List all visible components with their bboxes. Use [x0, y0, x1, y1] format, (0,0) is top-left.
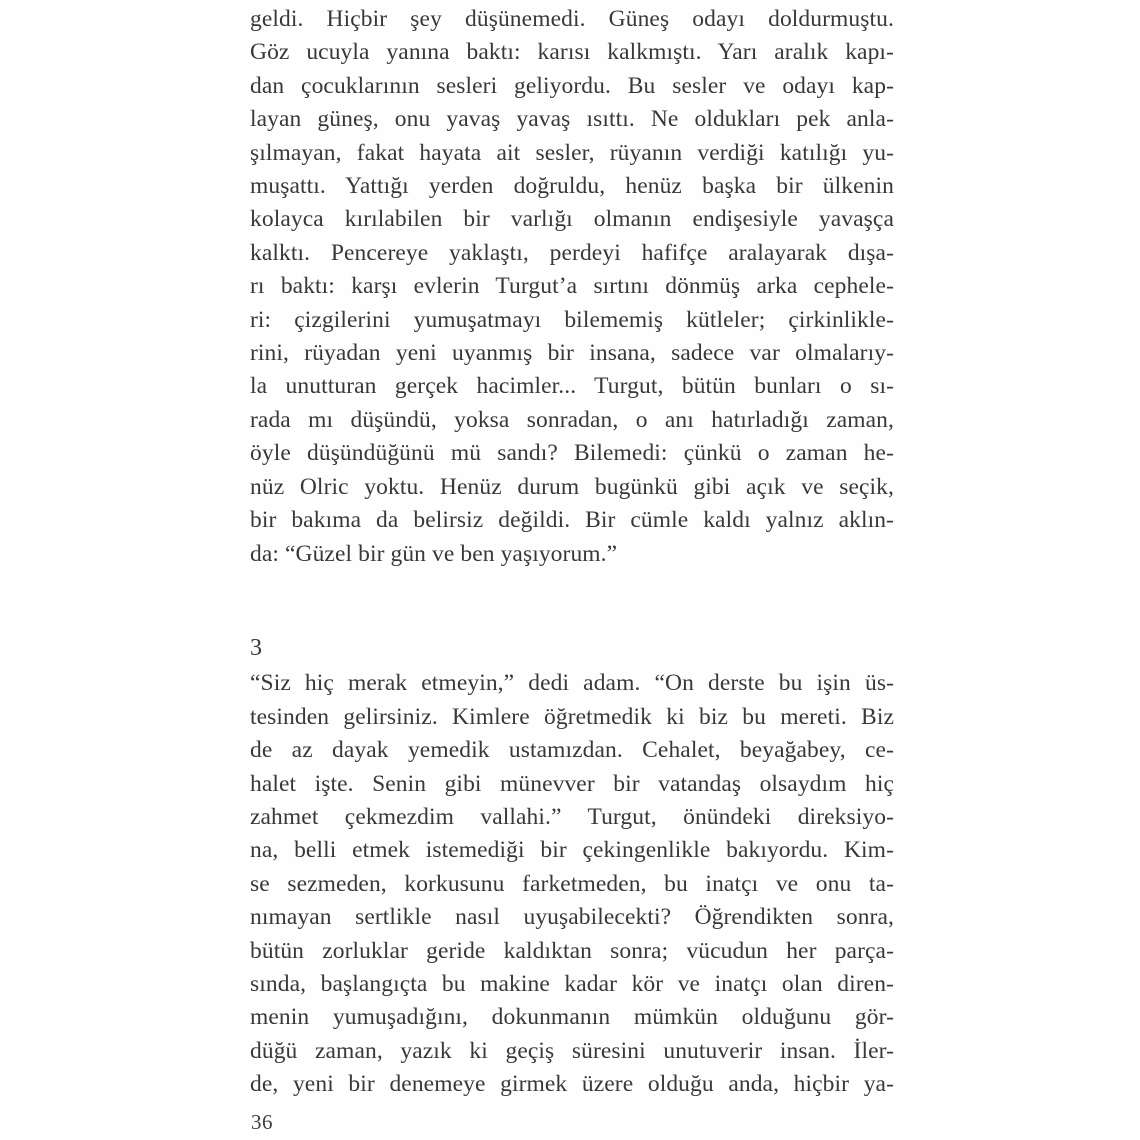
text-line: rini, rüyadan yeni uyanmış bir insana, sadece var olmalarıy- [250, 340, 894, 367]
text-line: de, yeni bir denemeye girmek üzere olduğu anda, hiçbir ya- [250, 1071, 894, 1098]
text-line: la unutturan gerçek hacimler... Turgut, bütün bunları o sı- [250, 373, 894, 400]
paragraph-continued [250, 3, 894, 571]
text-line: öyle düşündüğünü mü sandı? Bilemedi: çünkü o zaman he- [250, 440, 894, 467]
text-line: kolayca kırılabilen bir varlığı olmanın endişesiyle yavaşça [250, 206, 894, 233]
text-line: menin yumuşadığını, dokunmanın mümkün olduğunu gör- [250, 1004, 894, 1031]
text-line: halet işte. Senin gibi münevver bir vatandaş olsaydım hiç [250, 770, 894, 797]
text-line: rada mı düşündü, yoksa sonradan, o anı hatırladığı zaman, [250, 406, 894, 433]
text-line: da: “Güzel bir gün ve ben yaşıyorum.” [250, 540, 618, 567]
text-line: rı baktı: karşı evlerin Turgut’a sırtını dönmüş arka cephele- [250, 273, 894, 300]
page-text-column [250, 3, 894, 1102]
text-line: se sezmeden, korkusunu farketmeden, bu inatçı ve onu ta- [250, 870, 894, 897]
text-line: na, belli etmek istemediği bir çekingenlikle bakıyordu. Kim- [250, 837, 894, 864]
text-line: layan güneş, onu yavaş yavaş ısıttı. Ne oldukları pek anla- [250, 106, 894, 133]
text-line: ri: çizgilerini yumuşatmayı bilememiş kütleler; çirkinlikle- [250, 306, 894, 333]
section-heading: 3 [250, 634, 262, 661]
text-line: geldi. Hiçbir şey düşünemedi. Güneş odayı doldurmuştu. [250, 6, 894, 32]
text-line: de az dayak yemedik ustamızdan. Cehalet, beyağabey, ce- [250, 737, 894, 764]
text-line: sında, başlangıçta bu makine kadar kör ve inatçı olan diren- [250, 970, 894, 997]
text-line: bir bakıma da belirsiz değildi. Bir cümle kaldı yalnız aklın- [250, 507, 894, 534]
text-line: düğü zaman, yazık ki geçiş süresini unutuverir insan. İler- [250, 1037, 894, 1064]
text-line: “Siz hiç merak etmeyin,” dedi adam. “On derste bu işin üs- [250, 670, 894, 697]
section-paragraph [250, 667, 894, 1101]
text-line: dan çocuklarının sesleri geliyordu. Bu sesler ve odayı kap- [250, 72, 894, 99]
page-number: 36 [251, 1110, 273, 1134]
text-line: kalktı. Pencereye yaklaştı, perdeyi hafifçe aralayarak dışa- [250, 239, 894, 266]
text-line: nımayan sertlikle nasıl uyuşabilecekti? Öğrendikten sonra, [250, 904, 894, 931]
text-line: nüz Olric yoktu. Henüz durum bugünkü gibi açık ve seçik, [250, 473, 894, 500]
text-line: Göz ucuyla yanına baktı: karısı kalkmıştı. Yarı aralık kapı- [250, 39, 894, 66]
text-line: şılmayan, fakat hayata ait sesler, rüyanın verdiği katılığı yu- [250, 139, 894, 166]
text-line: zahmet çekmezdim vallahi.” Turgut, önündeki direksiyo- [250, 803, 894, 830]
text-line: bütün zorluklar geride kaldıktan sonra; vücudun her parça- [250, 937, 894, 964]
text-line: tesinden gelirsiniz. Kimlere öğretmedik ki biz bu mereti. Biz [250, 703, 894, 730]
text-line: muşattı. Yattığı yerden doğruldu, henüz başka bir ülkenin [250, 173, 894, 200]
